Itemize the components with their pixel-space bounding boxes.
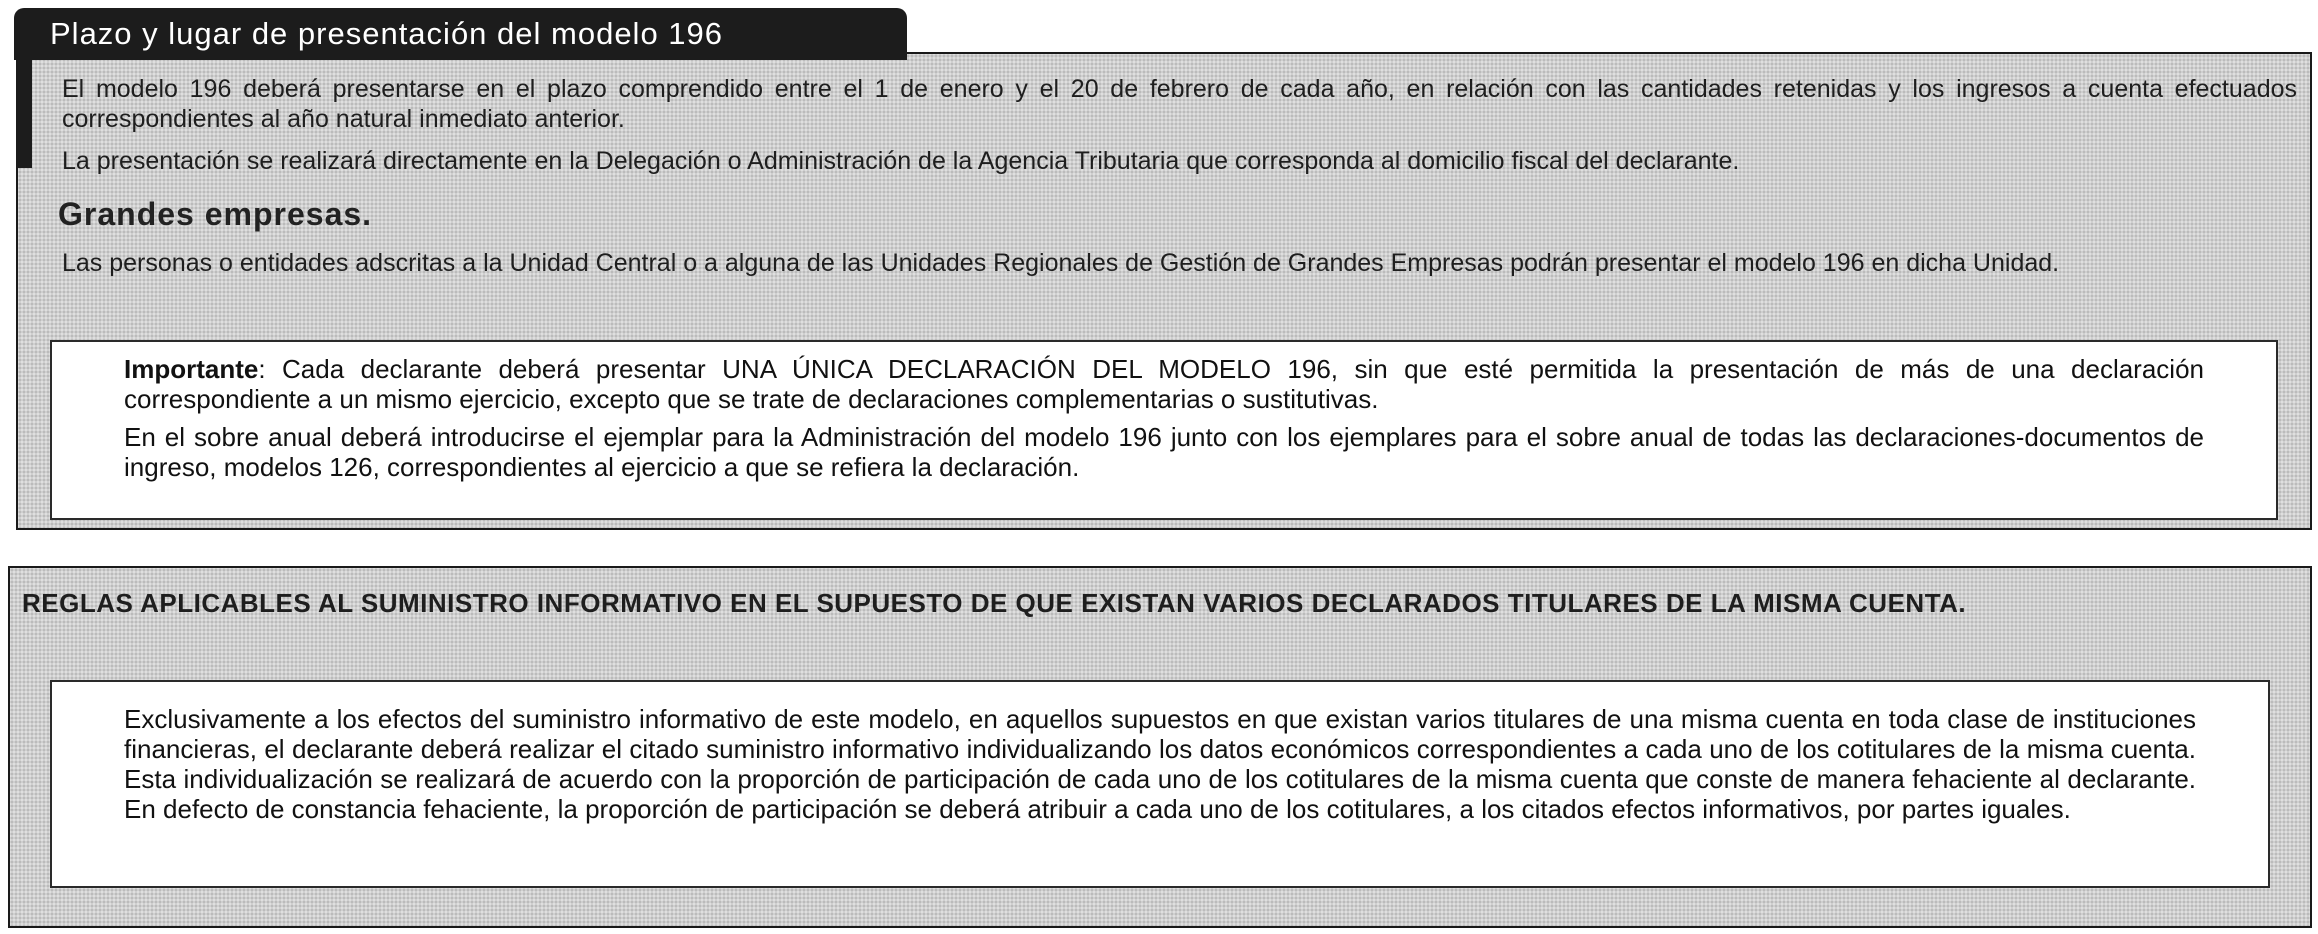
paragraph-plazo: El modelo 196 deberá presentarse en el plazo comprendido entre el 1 de enero y el 20 de febrero de cada año, en relación con las cantidades retenidas y los ingresos a cuenta efectuados correspondientes al año natural inmediato anterior. [62, 75, 2297, 133]
reglas-paragraph: Exclusivamente a los efectos del suministro informativo de este modelo, en aquellos supuestos en que existan varios titulares de una misma cuenta en toda clase de instituciones financieras, el declarante deberá realizar el citado suministro informativo individualizando los datos económicos correspondientes a cada uno de los cotitulares de la misma cuenta. Esta individualización se realizará de acuerdo con la proporción de participación de cada uno de los cotitulares de la misma cuenta que conste de manera fehaciente al declarante. En defecto de constancia fehaciente, la proporción de participación se deberá atribuir a cada uno de los cotitulares, a los citados efectos informativos, por partes iguales. [124, 704, 2196, 824]
section-reglas-suministro [8, 566, 2312, 928]
paragraph-lugar: La presentación se realizará directamente en la Delegación o Administración de la Agencia Tributaria que corresponda al domicilio fiscal del declarante. [62, 147, 1740, 175]
important-text: : Cada declarante deberá presentar UNA ÚNICA DECLARACIÓN DEL MODELO 196, sin que esté permitida la presentación de más de una declaración correspondiente a un mismo ejercicio, excepto que se trate de declaraciones complementarias o sustitutivas. [124, 354, 2204, 414]
tab-accent-bar [16, 52, 32, 168]
important-paragraph [124, 354, 2204, 414]
important-label: Importante [124, 354, 259, 384]
paragraph-grandes-empresas: Las personas o entidades adscritas a la Unidad Central o a alguna de las Unidades Regionales de Gestión de Grandes Empresas podrán presentar el modelo 196 en dicha Unidad. [62, 249, 2060, 277]
section-plazo-lugar [16, 52, 2312, 530]
important-notice-box [50, 340, 2278, 520]
section-title-tab: Plazo y lugar de presentación del modelo 196 [14, 8, 907, 60]
reglas-text-box [50, 680, 2270, 888]
heading-grandes-empresas: Grandes empresas. [58, 196, 373, 232]
sobre-anual-paragraph: En el sobre anual deberá introducirse el ejemplar para la Administración del modelo 196 junto con los ejemplares para el sobre anual de todas las declaraciones-documentos de ingreso, modelos 126, correspondientes al ejercicio a que se refiera la declaración. [124, 422, 2204, 482]
heading-reglas: REGLAS APLICABLES AL SUMINISTRO INFORMATIVO EN EL SUPUESTO DE QUE EXISTAN VARIOS DECLARADOS TITULARES DE LA MISMA CUENTA. [22, 588, 1967, 618]
